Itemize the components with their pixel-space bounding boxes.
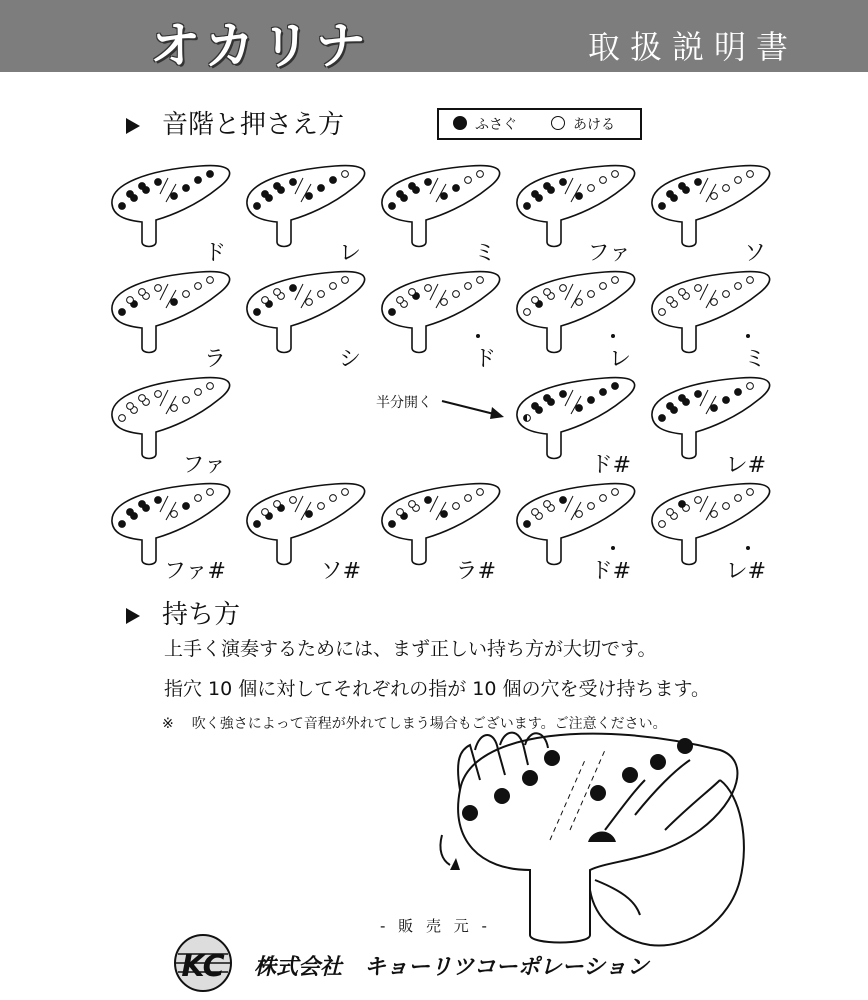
ocarina-diagram	[382, 166, 500, 266]
finger-hole	[588, 291, 595, 298]
finger-hole	[667, 509, 674, 516]
ocarina-diagram	[247, 484, 365, 584]
finger-hole	[127, 297, 134, 304]
arrow-icon	[440, 393, 510, 423]
finger-hole	[195, 495, 202, 502]
finger-hole	[532, 403, 539, 410]
finger-hole	[127, 509, 134, 516]
finger-hole	[612, 277, 619, 284]
finger-hole	[723, 503, 730, 510]
finger-hole	[330, 177, 337, 184]
octave-dot	[476, 334, 480, 338]
section-scale-heading: 音階と押さえ方	[126, 104, 344, 141]
finger-hole	[735, 283, 742, 290]
note-label: レ	[338, 241, 361, 266]
section-holding-heading: 持ち方	[126, 594, 240, 631]
finger-hole	[735, 495, 742, 502]
seller-label: - 販 売 元 -	[380, 917, 491, 935]
ocarina-diagram	[112, 272, 230, 372]
finger-hole	[659, 309, 666, 316]
finger-hole	[747, 277, 754, 284]
finger-hole	[695, 285, 702, 292]
finger-hole	[560, 179, 567, 186]
finger-hole	[465, 495, 472, 502]
finger-hole	[127, 403, 134, 410]
finger-hole	[127, 191, 134, 198]
finger-hole	[524, 521, 531, 528]
ocarina-diagram	[652, 378, 770, 478]
note-label: ミ	[743, 347, 766, 372]
finger-hole	[560, 497, 567, 504]
finger-hole	[747, 383, 754, 390]
finger-hole	[667, 191, 674, 198]
finger-hole	[306, 299, 313, 306]
open-dot-icon	[551, 116, 565, 130]
finger-hole	[735, 389, 742, 396]
note-label: ファ	[182, 453, 226, 478]
finger-hole	[576, 193, 583, 200]
finger-hole	[659, 415, 666, 422]
ocarina-diagram	[112, 484, 230, 584]
finger-hole	[155, 391, 162, 398]
finger-hole	[183, 397, 190, 404]
finger-hole	[290, 497, 297, 504]
finger-hole	[409, 183, 416, 190]
note-label: ファ#	[164, 559, 226, 584]
finger-hole	[397, 297, 404, 304]
note-label: シ	[338, 347, 361, 372]
note-label: レ#	[725, 559, 766, 584]
legend-open: あける	[551, 114, 615, 134]
finger-hole	[441, 193, 448, 200]
finger-hole	[532, 509, 539, 516]
finger-hole	[409, 501, 416, 508]
octave-dot	[611, 334, 615, 338]
octave-dot	[746, 334, 750, 338]
finger-hole	[389, 203, 396, 210]
finger-hole	[290, 179, 297, 186]
finger-hole	[588, 397, 595, 404]
finger-hole	[330, 495, 337, 502]
ocarina-diagram	[112, 166, 230, 266]
finger-hole	[139, 395, 146, 402]
ocarina-diagram	[517, 378, 635, 478]
finger-hole	[171, 299, 178, 306]
finger-hole	[465, 177, 472, 184]
finger-hole	[318, 291, 325, 298]
finger-hole	[711, 511, 718, 518]
legend-closed: ふさぐ	[453, 114, 517, 134]
finger-hole	[409, 289, 416, 296]
note-label: ド	[473, 347, 496, 372]
ocarina-diagram	[517, 272, 635, 372]
brand-title: オカリナ	[150, 17, 372, 75]
note-label: ラ#	[455, 559, 496, 584]
note-label: ソ	[743, 241, 766, 266]
note-label: ミ	[473, 241, 496, 266]
finger-hole	[659, 203, 666, 210]
triangle-bullet-icon	[126, 118, 140, 134]
finger-hole	[711, 405, 718, 412]
finger-hole	[667, 297, 674, 304]
finger-hole	[524, 309, 531, 316]
finger-hole	[679, 501, 686, 508]
finger-hole	[477, 277, 484, 284]
finger-hole	[262, 509, 269, 516]
finger-hole	[600, 495, 607, 502]
finger-hole	[453, 503, 460, 510]
holding-text-1: 上手く演奏するためには、まず正しい持ち方が大切です。	[164, 638, 657, 660]
note-label: ラ	[203, 347, 226, 372]
ocarina-diagram	[652, 272, 770, 372]
finger-hole	[612, 383, 619, 390]
finger-hole	[207, 171, 214, 178]
finger-hole	[254, 203, 261, 210]
holding-text-2: 指穴 10 個に対してそれぞれの指が 10 個の穴を受け持ちます。	[164, 678, 710, 700]
finger-hole	[342, 277, 349, 284]
finger-hole	[139, 289, 146, 296]
ocarina-diagram	[112, 378, 230, 478]
finger-hole	[195, 283, 202, 290]
finger-hole	[679, 183, 686, 190]
finger-hole	[207, 383, 214, 390]
finger-hole	[183, 291, 190, 298]
finger-hole	[544, 183, 551, 190]
finger-hole	[171, 511, 178, 518]
finger-hole	[477, 171, 484, 178]
ocarina-diagram	[517, 484, 635, 584]
finger-hole	[274, 501, 281, 508]
finger-hole	[254, 521, 261, 528]
finger-hole	[612, 171, 619, 178]
octave-dot	[611, 546, 615, 550]
finger-hole	[679, 395, 686, 402]
finger-hole	[544, 395, 551, 402]
finger-hole	[171, 405, 178, 412]
finger-hole	[667, 403, 674, 410]
finger-hole	[318, 503, 325, 510]
finger-hole	[747, 171, 754, 178]
finger-hole	[588, 503, 595, 510]
finger-hole	[330, 283, 337, 290]
finger-hole	[119, 203, 126, 210]
finger-hole	[262, 191, 269, 198]
filled-dot-icon	[453, 116, 467, 130]
finger-hole	[735, 177, 742, 184]
ocarina-diagram	[247, 272, 365, 372]
note-label: ド#	[590, 453, 631, 478]
finger-hole	[389, 521, 396, 528]
finger-hole	[600, 177, 607, 184]
note-label: レ	[608, 347, 631, 372]
finger-hole	[207, 489, 214, 496]
ocarina-diagram	[382, 484, 500, 584]
finger-hole	[723, 397, 730, 404]
caution-note: ※ 吹く強さによって音程が外れてしまう場合もございます。ご注意ください。	[162, 716, 667, 732]
finger-hole	[600, 389, 607, 396]
finger-hole	[195, 389, 202, 396]
note-label: ファ	[587, 241, 631, 266]
finger-hole	[560, 285, 567, 292]
finger-hole	[524, 203, 531, 210]
kc-logo	[172, 932, 234, 994]
finger-hole	[659, 521, 666, 528]
finger-hole	[306, 511, 313, 518]
finger-hole	[139, 501, 146, 508]
finger-hole	[318, 185, 325, 192]
finger-hole	[560, 391, 567, 398]
finger-hole	[425, 179, 432, 186]
finger-hole	[254, 309, 261, 316]
note-label: ド#	[590, 559, 631, 584]
header-band	[0, 0, 868, 75]
finger-hole	[274, 183, 281, 190]
finger-hole	[441, 511, 448, 518]
manual-title: 取扱説明書	[587, 28, 798, 66]
ocarina-diagram	[652, 166, 770, 266]
finger-hole	[723, 185, 730, 192]
note-label: ド	[203, 241, 226, 266]
finger-hole	[425, 285, 432, 292]
finger-hole	[612, 489, 619, 496]
finger-hole	[274, 289, 281, 296]
finger-hole	[747, 489, 754, 496]
note-label: ソ#	[320, 559, 361, 584]
finger-hole	[342, 489, 349, 496]
finger-hole	[119, 415, 126, 422]
finger-hole	[183, 185, 190, 192]
finger-hole	[711, 193, 718, 200]
finger-hole	[588, 185, 595, 192]
finger-hole	[576, 405, 583, 412]
finger-hole	[711, 299, 718, 306]
ocarina-diagram	[652, 484, 770, 584]
finger-hole	[425, 497, 432, 504]
ocarina-diagram	[247, 166, 365, 266]
note-label: レ#	[725, 453, 766, 478]
finger-hole	[695, 497, 702, 504]
finger-hole	[119, 309, 126, 316]
finger-hole	[695, 391, 702, 398]
finger-hole	[262, 297, 269, 304]
finger-hole	[207, 277, 214, 284]
finger-hole	[544, 289, 551, 296]
finger-hole	[441, 299, 448, 306]
finger-hole	[465, 283, 472, 290]
finger-hole	[119, 521, 126, 528]
legend-box	[437, 108, 642, 140]
finger-hole	[397, 191, 404, 198]
finger-hole	[139, 183, 146, 190]
finger-hole	[171, 193, 178, 200]
triangle-bullet-icon	[126, 608, 140, 624]
octave-dot	[746, 546, 750, 550]
ocarina-diagram	[517, 166, 635, 266]
finger-hole	[397, 509, 404, 516]
half-open-label: 半分開く	[376, 395, 432, 411]
finger-hole	[183, 503, 190, 510]
company-name: 株式会社 キョーリツコーポレーション	[254, 955, 649, 980]
finger-hole	[576, 299, 583, 306]
finger-hole	[723, 291, 730, 298]
finger-hole	[155, 285, 162, 292]
finger-hole	[532, 297, 539, 304]
finger-hole	[155, 179, 162, 186]
finger-hole	[695, 179, 702, 186]
finger-hole	[600, 283, 607, 290]
ocarina-diagram	[382, 272, 500, 372]
finger-hole	[306, 193, 313, 200]
finger-hole	[679, 289, 686, 296]
finger-hole	[389, 309, 396, 316]
finger-hole	[155, 497, 162, 504]
finger-hole	[532, 191, 539, 198]
finger-hole	[342, 171, 349, 178]
finger-hole	[477, 489, 484, 496]
finger-hole	[544, 501, 551, 508]
finger-hole	[290, 285, 297, 292]
logo-letters: KC	[181, 949, 225, 984]
finger-hole	[576, 511, 583, 518]
finger-hole	[453, 185, 460, 192]
finger-hole	[195, 177, 202, 184]
finger-hole	[453, 291, 460, 298]
